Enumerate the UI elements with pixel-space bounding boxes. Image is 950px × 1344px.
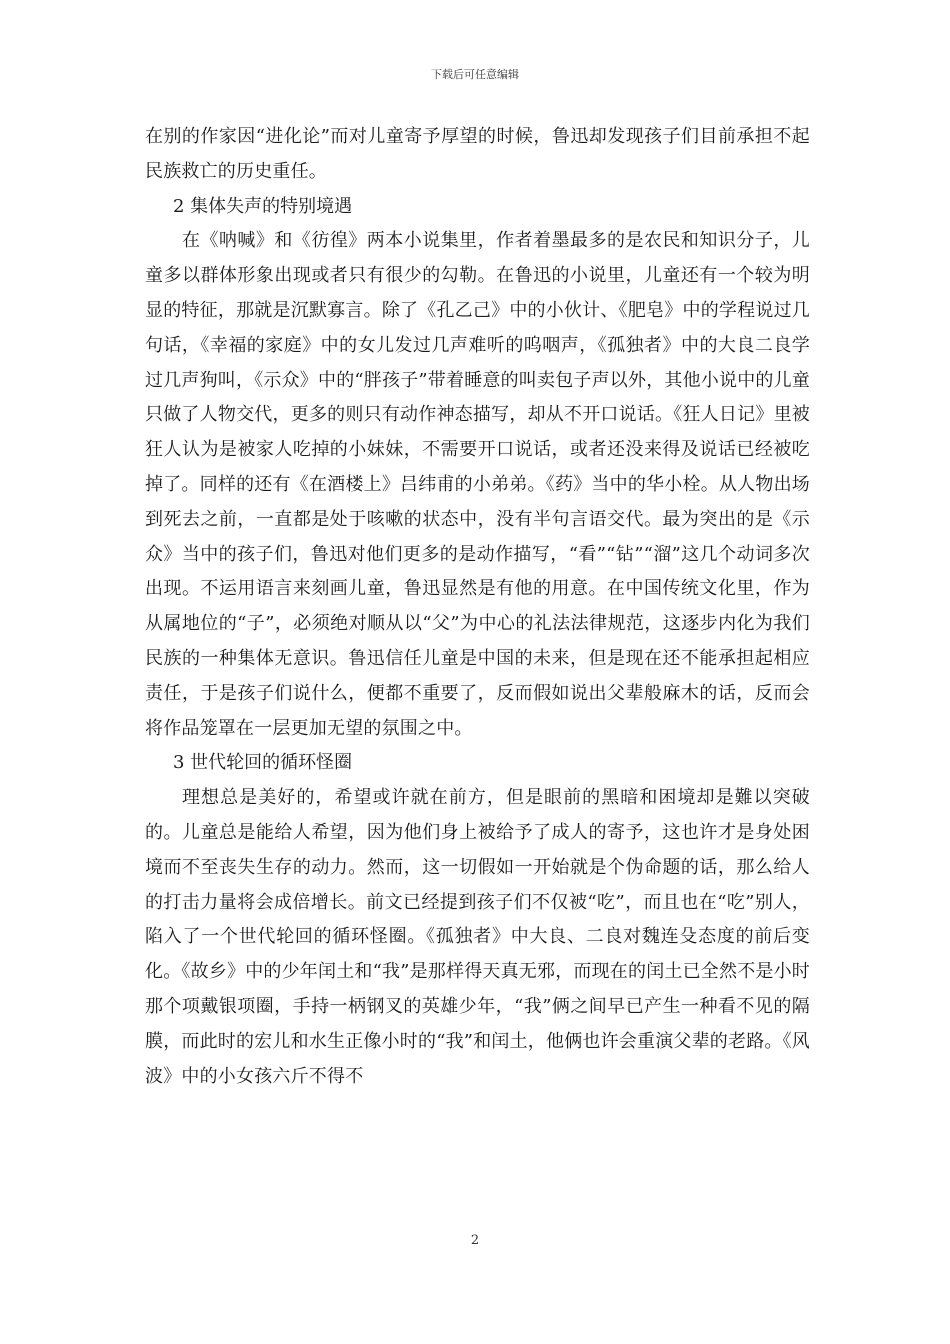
page-number: 2	[470, 1233, 480, 1248]
paragraph-section-2: 在《呐喊》和《彷徨》两本小说集里，作者着墨最多的是农民和知识分子，儿童多以群体形象出现或者只有很少的勾勒。在鲁迅的小说里，儿童还有一个较为明显的特征，那就是沉默寡言。除了《孔乙己》中的小伙计、《肥皂》中的学程说过几句话，《幸福的家庭》中的女儿发过几声难听的呜咽声，《孤独者》中的大良二良学过几声狗叫，《示众》中的“胖孩子”带着睡意的叫卖包子声以外，其他小说中的儿童只做了人物交代，更多的则只有动作神态描写，却从不开口说话。《狂人日记》里被狂人认为是被家人吃掉的小妹妹，不需要开口说话，或者还没来得及说话已经被吃掉了。同样的还有《在酒楼上》吕纬甫的小弟弟。《药》当中的华小栓。从人物出场到死去之前，一直都是处于咳嗽的状态中，没有半句言语交代。最为突出的是《示众》当中的孩子们，鲁迅对他们更多的是动作描写，“看”“钻”“溜”这几个动词多次出现。不运用语言来刻画儿童，鲁迅显然是有他的用意。在中国传统文化里，作为从属地位的“子”，必须绝对顺从以“父”为中心的礼法法律规范，这逐步内化为我们民族的一种集体无意识。鲁迅信任儿童是中国的未来，但是现在还不能承担起相应责任，于是孩子们说什么，便都不重要了，反而假如说出父辈般麻木的话，反而会将作品笼罩在一层更加无望的氛围之中。	[145, 230, 811, 739]
document-body	[145, 120, 810, 1094]
section-heading-2: 2 集体失声的特别境遇	[173, 195, 353, 217]
section-heading-3: 3 世代轮回的循环怪圈	[173, 752, 353, 774]
page-header: 下载后可任意编辑	[431, 68, 519, 81]
paragraph-intro: 在别的作家因“进化论”而对儿童寄予厚望的时候，鲁迅却发现孩子们目前承担不起民族救亡的历史重任。	[145, 126, 810, 182]
paragraph-section-3: 理想总是美好的，希望或许就在前方，但是眼前的黑暗和困境却是難以突破的。儿童总是能给人希望，因为他们身上被给予了成人的寄予，这也许才是身处困境而不至丧失生存的动力。然而，这一切假如一开始就是个伪命题的话，那么给人的打击力量将会成倍增长。前文已经提到孩子们不仅被“吃”，而且也在“吃”别人，陷入了一个世代轮回的循环怪圈。《孤独者》中大良、二良对魏连殳态度的前后变化。《故乡》中的少年闰土和“我”是那样得天真无邪，而现在的闰土已全然不是小时那个项戴银项圈，手持一柄钢叉的英雄少年，“我”俩之间早已产生一种看不见的隔膜，而此时的宏儿和水生正像小时的“我”和闰土，他俩也许会重演父辈的老路。《风波》中的小女孩六斤不得不	[145, 787, 811, 1087]
